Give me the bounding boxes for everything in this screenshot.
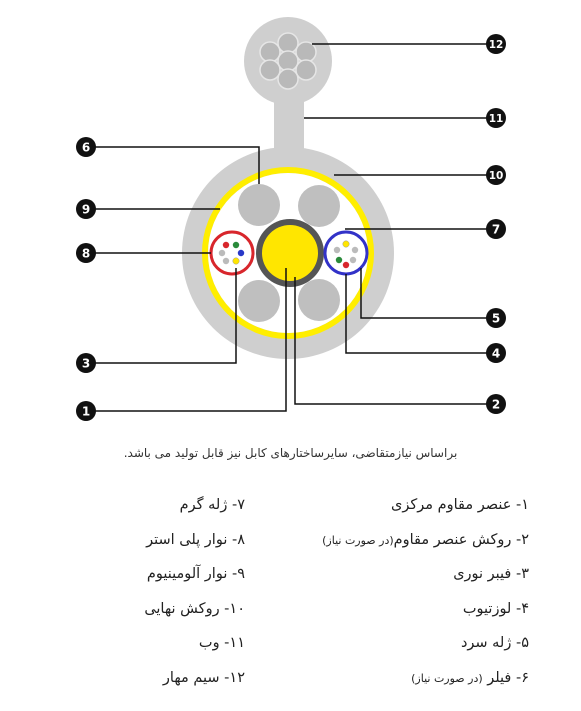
legend-item: ۱۱- وب [198, 635, 245, 651]
legend-item: ۶- فیلر (در صورت نیاز) [411, 669, 529, 686]
legend-item: ۳- فیبر نوری [453, 566, 529, 582]
loose-tube-left [211, 232, 253, 274]
legend-item: ۹- نوار آلومینیوم [146, 566, 245, 582]
callout-7 [486, 219, 506, 239]
svg-text:8: 8 [81, 246, 91, 261]
legend-item: ۸- نوار پلی استر [146, 531, 245, 548]
legend-item: ۴- لوزتیوب [462, 600, 529, 617]
callout-6 [76, 137, 96, 157]
messenger-wire [244, 17, 332, 105]
legend-right-column [249, 488, 529, 695]
legend-item: ۵- ژله سرد [460, 635, 529, 651]
filler [238, 184, 280, 226]
svg-text:2: 2 [491, 397, 501, 412]
central-strength-member [262, 225, 318, 281]
svg-text:9: 9 [81, 202, 91, 217]
callout-9 [76, 199, 96, 219]
callout-12 [486, 34, 506, 54]
callout-10 [486, 165, 506, 185]
callout-2 [486, 394, 506, 414]
svg-text:7: 7 [491, 222, 501, 237]
filler [298, 185, 340, 227]
legend-item: ۱۰- روکش نهایی [144, 600, 245, 617]
callout-4 [486, 343, 506, 363]
legend-left-column [5, 488, 245, 695]
callout-1 [76, 401, 96, 421]
loose-tube-right [325, 232, 367, 274]
callout-8 [76, 243, 96, 263]
svg-text:11: 11 [488, 113, 504, 125]
custom-structure-note: براساس نیازمتقاضی، سایرساختارهای کابل نیز قابل تولید می باشد. [123, 446, 458, 460]
legend-item: ۷- ژله گرم [179, 497, 245, 513]
svg-text:6: 6 [81, 140, 91, 155]
callout-3 [76, 353, 96, 373]
callout-5 [486, 308, 506, 328]
svg-text:3: 3 [81, 356, 91, 371]
svg-text:1: 1 [81, 404, 91, 419]
svg-text:4: 4 [491, 346, 501, 361]
legend-item: ۱۲- سیم مهار [162, 669, 245, 686]
legend-item: ۲- روکش عنصر مقاوم(در صورت نیاز) [322, 531, 529, 548]
svg-text:12: 12 [488, 39, 504, 51]
callout-11 [486, 108, 506, 128]
svg-text:10: 10 [488, 170, 504, 182]
filler [298, 279, 340, 321]
svg-text:5: 5 [491, 311, 501, 326]
legend-item: ۱- عنصر مقاوم مرکزی [391, 497, 529, 513]
filler [238, 280, 280, 322]
